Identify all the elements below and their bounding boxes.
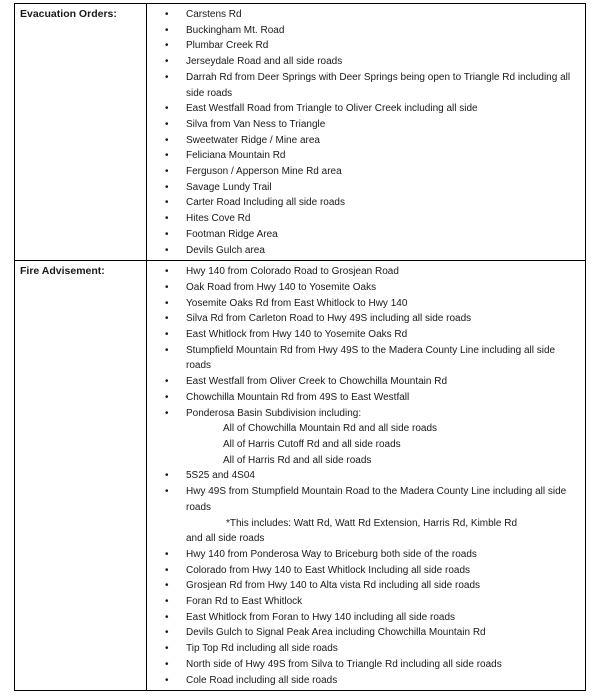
list-item: • Sweetwater Ridge / Mine area [147,133,579,149]
list-item: • Stumpfield Mountain Rd from Hwy 49S to the Madera County Line including all side roads [147,343,579,374]
list-item: • Silva Rd from Carleton Road to Hwy 49S including all side roads [147,311,579,327]
list-item: • East Whitlock from Hwy 140 to Yosemite Oaks Rd [147,327,579,343]
list-item: • Carter Road Including all side roads [147,195,579,211]
list-item: • Tip Top Rd including all side roads [147,641,579,657]
sub-list-item: All of Harris Rd and all side roads [223,454,372,466]
list-item: • Cole Road including all side roads [147,673,579,689]
list-item: • Foran Rd to East Whitlock [147,594,579,610]
evacuation-orders-row [15,4,586,261]
sub-list-item: All of Harris Cutoff Rd and all side roads [223,438,401,450]
list-item: • Jerseydale Road and all side roads [147,54,579,70]
list-item: • Darrah Rd from Deer Springs with Deer Springs being open to Triangle Rd including all side roads [147,70,579,101]
list-item: • Hwy 140 from Ponderosa Way to Briceburg both side of the roads [147,547,579,563]
list-item: • East Westfall Road from Triangle to Oliver Creek including all side [147,101,579,117]
list-item: • Ponderosa Basin Subdivision including: [147,406,579,422]
list-item: • Devils Gulch to Signal Peak Area including Chowchilla Mountain Rd [147,625,579,641]
list-item: • Carstens Rd [147,7,579,23]
list-item: • East Westfall from Oliver Creek to Chowchilla Mountain Rd [147,374,579,390]
list-item: • Ferguson / Apperson Mine Rd area [147,164,579,180]
list-item: • Feliciana Mountain Rd [147,148,579,164]
list-item: • Plumbar Creek Rd [147,38,579,54]
list-item: • Hwy 140 from Colorado Road to Grosjean Road [147,264,579,280]
list-item: • Oak Road from Hwy 140 to Yosemite Oaks [147,280,579,296]
list-item: • Yosemite Oaks Rd from East Whitlock to Hwy 140 [147,296,579,312]
list-item: • Chowchilla Mountain Rd from 49S to East Westfall [147,390,579,406]
list-item: • Silva from Van Ness to Triangle [147,117,579,133]
evacuation-orders-label: Evacuation Orders: [15,4,147,261]
fire-advisement-label: Fire Advisement: [15,261,147,691]
list-item: • Savage Lundy Trail [147,180,579,196]
sub-list-item: All of Chowchilla Mountain Rd and all side roads [223,423,438,435]
hwy49-note-line1: *This includes: Watt Rd, Watt Rd Extension, Harris Rd, Kimble Rd [226,517,518,529]
evacuation-orders-list-cell [147,4,586,261]
list-item: • 5S25 and 4S04 [147,468,579,484]
fire-advisement-list-cell [147,261,586,691]
hwy49-note-line2: and all side roads [186,533,265,545]
list-item: • East Whitlock from Foran to Hwy 140 including all side roads [147,610,579,626]
list-item: • Hwy 49S from Stumpfield Mountain Road to the Madera County Line including all side roads [147,484,579,515]
list-item: • Hites Cove Rd [147,211,579,227]
hwy49-note [147,516,579,547]
fire-advisement-list [147,264,579,688]
list-item: • North side of Hwy 49S from Silva to Triangle Rd including all side roads [147,657,579,673]
list-item: • Devils Gulch area [147,243,579,259]
evacuation-orders-list [147,7,579,258]
list-item: • Colorado from Hwy 140 to East Whitlock Including all side roads [147,563,579,579]
fire-advisement-row [15,261,586,691]
list-item: • Grosjean Rd from Hwy 140 to Alta vista Rd including all side roads [147,578,579,594]
list-item: • Footman Ridge Area [147,227,579,243]
list-item: • Buckingham Mt. Road [147,23,579,39]
road-orders-table [14,3,586,691]
